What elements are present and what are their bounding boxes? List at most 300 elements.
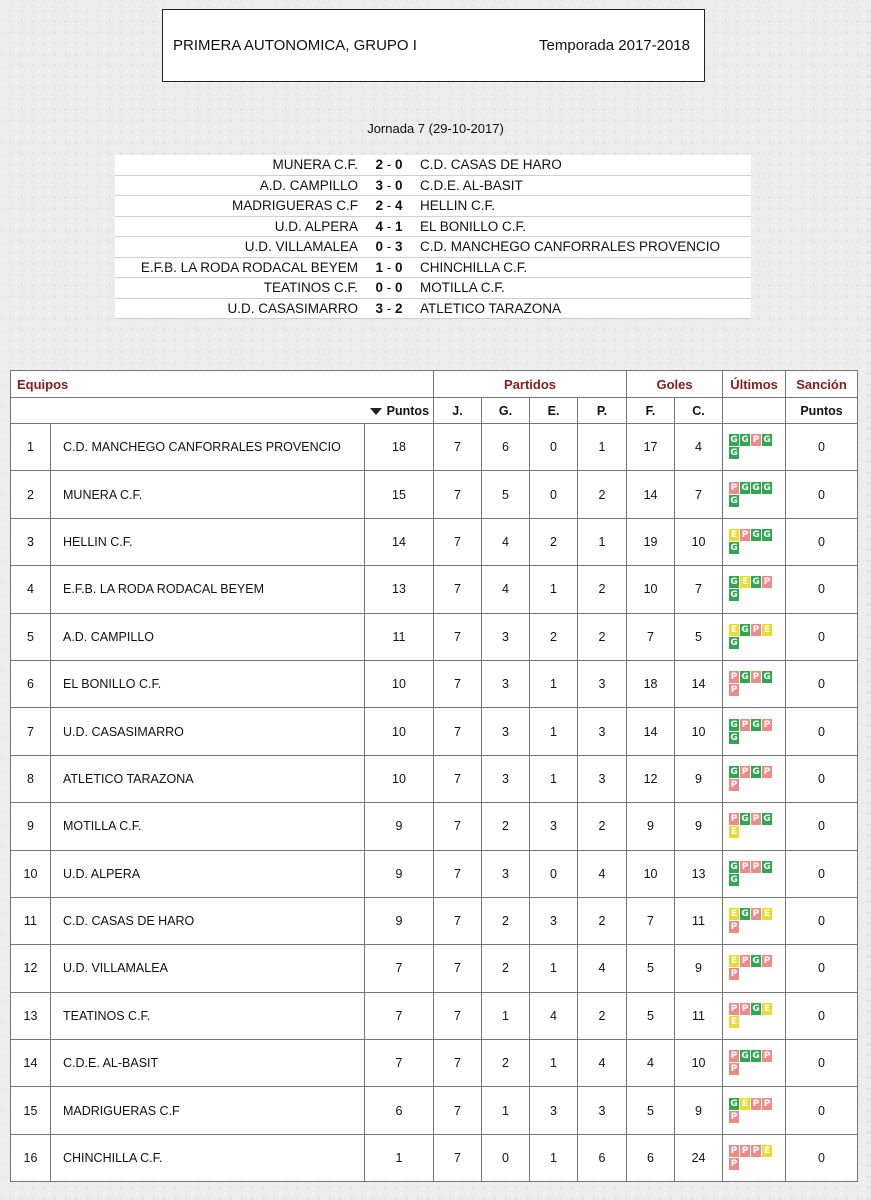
goals-against: 9 bbox=[675, 1087, 723, 1134]
played: 7 bbox=[434, 708, 482, 755]
season-label: Temporada 2017-2018 bbox=[539, 37, 690, 54]
goals-for: 6 bbox=[627, 1134, 675, 1181]
result-badge-icon: E bbox=[763, 909, 771, 920]
team-name[interactable]: U.D. ALPERA bbox=[51, 850, 365, 897]
score-separator: - bbox=[383, 157, 395, 173]
away-goals: 0 bbox=[395, 259, 403, 275]
away-goals: 1 bbox=[395, 218, 403, 234]
score bbox=[358, 155, 420, 175]
position: 5 bbox=[11, 613, 51, 660]
sanction-points: 0 bbox=[786, 897, 858, 944]
header-equipos: Equipos bbox=[11, 371, 434, 398]
points: 11 bbox=[365, 613, 434, 660]
drawn: 1 bbox=[530, 945, 578, 992]
goals-for: 5 bbox=[627, 1087, 675, 1134]
result-badge-icon: E bbox=[730, 956, 738, 967]
result-badge-icon: P bbox=[763, 766, 771, 777]
goals-against: 13 bbox=[675, 850, 723, 897]
drawn: 3 bbox=[530, 1087, 578, 1134]
sanction-points: 0 bbox=[786, 660, 858, 707]
result-badge-icon: P bbox=[752, 1146, 760, 1157]
standings-row bbox=[11, 1134, 858, 1181]
score bbox=[358, 196, 420, 217]
position: 10 bbox=[11, 850, 51, 897]
result-badge-icon: P bbox=[763, 1098, 771, 1109]
points: 9 bbox=[365, 897, 434, 944]
result-badge-icon: G bbox=[763, 672, 771, 683]
sanction-points: 0 bbox=[786, 566, 858, 613]
position: 12 bbox=[11, 945, 51, 992]
result-badge-icon: P bbox=[752, 814, 760, 825]
points: 18 bbox=[365, 424, 434, 471]
result-badge-icon: G bbox=[730, 435, 738, 446]
won: 3 bbox=[482, 755, 530, 802]
home-goals: 1 bbox=[375, 259, 383, 275]
standings-row bbox=[11, 755, 858, 802]
lost: 2 bbox=[578, 803, 627, 850]
played: 7 bbox=[434, 1134, 482, 1181]
lost: 3 bbox=[578, 755, 627, 802]
score-separator: - bbox=[383, 218, 395, 234]
score-separator: - bbox=[383, 280, 395, 296]
team-name[interactable]: EL BONILLO C.F. bbox=[51, 660, 365, 707]
result-badge-icon: P bbox=[730, 1003, 738, 1014]
result-badge-icon: G bbox=[763, 861, 771, 872]
home-team[interactable]: MADRIGUERAS C.F bbox=[115, 196, 358, 217]
won: 2 bbox=[482, 897, 530, 944]
drawn: 1 bbox=[530, 755, 578, 802]
drawn: 1 bbox=[530, 1040, 578, 1087]
won: 5 bbox=[482, 471, 530, 518]
last-results bbox=[723, 566, 786, 613]
away-team[interactable]: ATLETICO TARAZONA bbox=[420, 298, 751, 319]
played: 7 bbox=[434, 992, 482, 1039]
home-goals: 4 bbox=[375, 218, 383, 234]
position: 6 bbox=[11, 660, 51, 707]
goals-for: 7 bbox=[627, 613, 675, 660]
drawn: 2 bbox=[530, 613, 578, 660]
goals-against: 10 bbox=[675, 1040, 723, 1087]
header-j[interactable]: J. bbox=[434, 398, 482, 424]
points: 10 bbox=[365, 755, 434, 802]
result-badge-icon: P bbox=[763, 956, 771, 967]
lost: 2 bbox=[578, 566, 627, 613]
away-goals: 0 bbox=[395, 177, 403, 193]
last-results bbox=[723, 1087, 786, 1134]
drawn: 3 bbox=[530, 803, 578, 850]
score bbox=[358, 216, 420, 237]
points: 10 bbox=[365, 660, 434, 707]
title-box bbox=[162, 9, 705, 82]
result-badge-icon: P bbox=[730, 1111, 738, 1122]
result-badge-icon: P bbox=[741, 1003, 749, 1014]
result-badge-icon: G bbox=[752, 529, 760, 540]
drawn: 1 bbox=[530, 660, 578, 707]
home-team[interactable]: MUNERA C.F. bbox=[115, 155, 358, 175]
standings-row bbox=[11, 850, 858, 897]
result-badge-icon: P bbox=[730, 482, 738, 493]
standings-row bbox=[11, 897, 858, 944]
result-badge-icon: E bbox=[741, 1098, 749, 1109]
result-row bbox=[115, 237, 751, 258]
home-team[interactable]: U.D. CASASIMARRO bbox=[115, 298, 358, 319]
result-badge-icon: P bbox=[741, 1146, 749, 1157]
won: 2 bbox=[482, 945, 530, 992]
points: 14 bbox=[365, 518, 434, 565]
won: 1 bbox=[482, 992, 530, 1039]
result-badge-icon: G bbox=[741, 482, 749, 493]
team-name[interactable]: ATLETICO TARAZONA bbox=[51, 755, 365, 802]
team-name[interactable]: U.D. CASASIMARRO bbox=[51, 708, 365, 755]
played: 7 bbox=[434, 613, 482, 660]
result-badge-icon: G bbox=[730, 637, 738, 648]
last-results bbox=[723, 897, 786, 944]
last-results bbox=[723, 850, 786, 897]
lost: 2 bbox=[578, 897, 627, 944]
last-results bbox=[723, 660, 786, 707]
position: 9 bbox=[11, 803, 51, 850]
result-badge-icon: P bbox=[763, 577, 771, 588]
result-badge-icon: P bbox=[741, 956, 749, 967]
standings-row bbox=[11, 945, 858, 992]
played: 7 bbox=[434, 471, 482, 518]
goals-against: 9 bbox=[675, 755, 723, 802]
away-team[interactable]: C.D.E. AL-BASIT bbox=[420, 175, 751, 196]
drawn: 0 bbox=[530, 471, 578, 518]
result-badge-icon: E bbox=[730, 827, 738, 838]
results-table bbox=[115, 155, 751, 319]
result-badge-icon: G bbox=[752, 956, 760, 967]
result-badge-icon: E bbox=[730, 529, 738, 540]
result-badge-icon: G bbox=[741, 814, 749, 825]
result-badge-icon: P bbox=[741, 529, 749, 540]
away-goals: 4 bbox=[395, 198, 403, 214]
standings-row bbox=[11, 613, 858, 660]
last-results bbox=[723, 424, 786, 471]
result-row bbox=[115, 155, 751, 175]
home-team[interactable]: U.D. VILLAMALEA bbox=[115, 237, 358, 258]
position: 8 bbox=[11, 755, 51, 802]
result-badge-icon: P bbox=[730, 1064, 738, 1075]
result-row bbox=[115, 257, 751, 278]
goals-for: 10 bbox=[627, 850, 675, 897]
position: 3 bbox=[11, 518, 51, 565]
league-title: PRIMERA AUTONOMICA, GRUPO I bbox=[173, 37, 417, 54]
goals-against: 24 bbox=[675, 1134, 723, 1181]
header-sancion: Sanción bbox=[786, 371, 858, 398]
team-name[interactable]: MOTILLA C.F. bbox=[51, 803, 365, 850]
score bbox=[358, 257, 420, 278]
home-team[interactable]: E.F.B. LA RODA RODACAL BEYEM bbox=[115, 257, 358, 278]
header-partidos: Partidos bbox=[434, 371, 627, 398]
away-goals: 0 bbox=[395, 157, 403, 173]
result-badge-icon: P bbox=[730, 1159, 738, 1170]
drawn: 1 bbox=[530, 566, 578, 613]
sanction-points: 0 bbox=[786, 1134, 858, 1181]
lost: 4 bbox=[578, 850, 627, 897]
result-badge-icon: P bbox=[730, 969, 738, 980]
away-goals: 0 bbox=[395, 280, 403, 296]
last-results bbox=[723, 945, 786, 992]
result-badge-icon: P bbox=[752, 1098, 760, 1109]
goals-for: 14 bbox=[627, 471, 675, 518]
sort-puntos-header[interactable] bbox=[11, 398, 434, 424]
lost: 3 bbox=[578, 708, 627, 755]
goals-against: 11 bbox=[675, 992, 723, 1039]
team-name[interactable]: A.D. CAMPILLO bbox=[51, 613, 365, 660]
sort-desc-icon bbox=[370, 408, 382, 415]
points: 15 bbox=[365, 471, 434, 518]
team-name[interactable]: C.D. MANCHEGO CANFORRALES PROVENCIO bbox=[51, 424, 365, 471]
result-badge-icon: G bbox=[730, 448, 738, 459]
standings-row bbox=[11, 803, 858, 850]
standings-row bbox=[11, 1087, 858, 1134]
sanction-points: 0 bbox=[786, 1087, 858, 1134]
home-goals: 3 bbox=[375, 300, 383, 316]
won: 3 bbox=[482, 850, 530, 897]
lost: 3 bbox=[578, 1087, 627, 1134]
lost: 2 bbox=[578, 992, 627, 1039]
lost: 2 bbox=[578, 471, 627, 518]
away-team[interactable]: C.D. CASAS DE HARO bbox=[420, 155, 751, 175]
result-badge-icon: P bbox=[752, 435, 760, 446]
result-badge-icon: G bbox=[763, 529, 771, 540]
goals-for: 10 bbox=[627, 566, 675, 613]
standings-row bbox=[11, 1040, 858, 1087]
goals-for: 12 bbox=[627, 755, 675, 802]
played: 7 bbox=[434, 660, 482, 707]
score bbox=[358, 278, 420, 299]
home-goals: 3 bbox=[375, 177, 383, 193]
header-sancion-puntos[interactable]: Puntos bbox=[786, 398, 858, 424]
played: 7 bbox=[434, 1040, 482, 1087]
score-separator: - bbox=[383, 198, 395, 214]
drawn: 1 bbox=[530, 1134, 578, 1181]
result-row bbox=[115, 196, 751, 217]
sanction-points: 0 bbox=[786, 755, 858, 802]
standings-row bbox=[11, 518, 858, 565]
position: 2 bbox=[11, 471, 51, 518]
team-name[interactable]: TEATINOS C.F. bbox=[51, 992, 365, 1039]
goals-against: 14 bbox=[675, 660, 723, 707]
team-name[interactable]: C.D. CASAS DE HARO bbox=[51, 897, 365, 944]
score-separator: - bbox=[383, 239, 395, 255]
home-goals: 0 bbox=[375, 280, 383, 296]
goals-for: 7 bbox=[627, 897, 675, 944]
result-badge-icon: G bbox=[730, 1098, 738, 1109]
played: 7 bbox=[434, 945, 482, 992]
goals-against: 7 bbox=[675, 566, 723, 613]
goals-for: 9 bbox=[627, 803, 675, 850]
team-name[interactable]: E.F.B. LA RODA RODACAL BEYEM bbox=[51, 566, 365, 613]
result-badge-icon: G bbox=[752, 719, 760, 730]
away-goals: 2 bbox=[395, 300, 403, 316]
goals-against: 7 bbox=[675, 471, 723, 518]
won: 2 bbox=[482, 803, 530, 850]
won: 2 bbox=[482, 1040, 530, 1087]
standings-row bbox=[11, 566, 858, 613]
standings-row bbox=[11, 660, 858, 707]
standings-row bbox=[11, 471, 858, 518]
position: 7 bbox=[11, 708, 51, 755]
result-badge-icon: G bbox=[741, 624, 749, 635]
result-badge-icon: E bbox=[730, 1016, 738, 1027]
last-results bbox=[723, 992, 786, 1039]
score-separator: - bbox=[383, 177, 395, 193]
last-results bbox=[723, 755, 786, 802]
away-goals: 3 bbox=[395, 239, 403, 255]
matchday-title: Jornada 7 (29-10-2017) bbox=[367, 121, 504, 136]
result-badge-icon: G bbox=[741, 909, 749, 920]
header-goles: Goles bbox=[627, 371, 723, 398]
result-badge-icon: G bbox=[752, 1003, 760, 1014]
lost: 3 bbox=[578, 660, 627, 707]
header-ultimos-empty bbox=[723, 398, 786, 424]
standings-row bbox=[11, 708, 858, 755]
sanction-points: 0 bbox=[786, 518, 858, 565]
position: 16 bbox=[11, 1134, 51, 1181]
points: 7 bbox=[365, 992, 434, 1039]
result-badge-icon: P bbox=[730, 672, 738, 683]
result-badge-icon: G bbox=[730, 874, 738, 885]
header-e[interactable]: E. bbox=[530, 398, 578, 424]
score bbox=[358, 298, 420, 319]
drawn: 3 bbox=[530, 897, 578, 944]
drawn: 0 bbox=[530, 424, 578, 471]
home-team[interactable]: TEATINOS C.F. bbox=[115, 278, 358, 299]
played: 7 bbox=[434, 897, 482, 944]
drawn: 4 bbox=[530, 992, 578, 1039]
result-badge-icon: P bbox=[741, 719, 749, 730]
last-results bbox=[723, 518, 786, 565]
score-separator: - bbox=[383, 300, 395, 316]
points: 9 bbox=[365, 803, 434, 850]
goals-for: 5 bbox=[627, 945, 675, 992]
result-row bbox=[115, 216, 751, 237]
played: 7 bbox=[434, 803, 482, 850]
points: 6 bbox=[365, 1087, 434, 1134]
header-c[interactable]: C. bbox=[675, 398, 723, 424]
away-team[interactable]: CHINCHILLA C.F. bbox=[420, 257, 751, 278]
goals-against: 5 bbox=[675, 613, 723, 660]
standings-row bbox=[11, 992, 858, 1039]
standings-table bbox=[10, 370, 858, 1182]
last-results bbox=[723, 1134, 786, 1181]
away-team[interactable]: EL BONILLO C.F. bbox=[420, 216, 751, 237]
goals-against: 9 bbox=[675, 803, 723, 850]
sanction-points: 0 bbox=[786, 471, 858, 518]
position: 1 bbox=[11, 424, 51, 471]
won: 3 bbox=[482, 708, 530, 755]
played: 7 bbox=[434, 755, 482, 802]
goals-for: 14 bbox=[627, 708, 675, 755]
home-goals: 2 bbox=[375, 198, 383, 214]
team-name[interactable]: C.D.E. AL-BASIT bbox=[51, 1040, 365, 1087]
lost: 1 bbox=[578, 518, 627, 565]
won: 3 bbox=[482, 613, 530, 660]
sanction-points: 0 bbox=[786, 803, 858, 850]
result-badge-icon: G bbox=[730, 719, 738, 730]
result-badge-icon: G bbox=[763, 482, 771, 493]
result-badge-icon: E bbox=[741, 577, 749, 588]
position: 14 bbox=[11, 1040, 51, 1087]
result-badge-icon: P bbox=[730, 685, 738, 696]
last-results bbox=[723, 613, 786, 660]
result-badge-icon: P bbox=[752, 672, 760, 683]
result-badge-icon: G bbox=[730, 577, 738, 588]
result-badge-icon: G bbox=[730, 542, 738, 553]
result-badge-icon: G bbox=[730, 732, 738, 743]
played: 7 bbox=[434, 1087, 482, 1134]
won: 0 bbox=[482, 1134, 530, 1181]
last-results bbox=[723, 1040, 786, 1087]
won: 1 bbox=[482, 1087, 530, 1134]
score bbox=[358, 237, 420, 258]
result-row bbox=[115, 175, 751, 196]
position: 11 bbox=[11, 897, 51, 944]
result-badge-icon: G bbox=[752, 1051, 760, 1062]
lost: 4 bbox=[578, 1040, 627, 1087]
sanction-points: 0 bbox=[786, 1040, 858, 1087]
team-name[interactable]: HELLIN C.F. bbox=[51, 518, 365, 565]
played: 7 bbox=[434, 850, 482, 897]
goals-against: 11 bbox=[675, 897, 723, 944]
result-badge-icon: P bbox=[730, 779, 738, 790]
result-badge-icon: P bbox=[763, 719, 771, 730]
team-name[interactable]: MADRIGUERAS C.F bbox=[51, 1087, 365, 1134]
points: 10 bbox=[365, 708, 434, 755]
won: 4 bbox=[482, 566, 530, 613]
away-team[interactable]: MOTILLA C.F. bbox=[420, 278, 751, 299]
result-badge-icon: P bbox=[752, 909, 760, 920]
team-name[interactable]: CHINCHILLA C.F. bbox=[51, 1134, 365, 1181]
won: 4 bbox=[482, 518, 530, 565]
goals-for: 5 bbox=[627, 992, 675, 1039]
header-f[interactable]: F. bbox=[627, 398, 675, 424]
home-team[interactable]: A.D. CAMPILLO bbox=[115, 175, 358, 196]
away-team[interactable]: HELLIN C.F. bbox=[420, 196, 751, 217]
goals-against: 9 bbox=[675, 945, 723, 992]
drawn: 2 bbox=[530, 518, 578, 565]
points: 9 bbox=[365, 850, 434, 897]
result-badge-icon: P bbox=[752, 624, 760, 635]
header-p[interactable]: P. bbox=[578, 398, 627, 424]
header-g[interactable]: G. bbox=[482, 398, 530, 424]
goals-for: 19 bbox=[627, 518, 675, 565]
goals-for: 4 bbox=[627, 1040, 675, 1087]
points: 13 bbox=[365, 566, 434, 613]
result-badge-icon: E bbox=[763, 624, 771, 635]
position: 4 bbox=[11, 566, 51, 613]
home-team[interactable]: U.D. ALPERA bbox=[115, 216, 358, 237]
standings-row bbox=[11, 424, 858, 471]
score bbox=[358, 175, 420, 196]
lost: 2 bbox=[578, 613, 627, 660]
result-badge-icon: G bbox=[730, 495, 738, 506]
last-results bbox=[723, 803, 786, 850]
away-team[interactable]: C.D. MANCHEGO CANFORRALES PROVENCIO bbox=[420, 237, 751, 258]
points: 7 bbox=[365, 1040, 434, 1087]
team-name[interactable]: MUNERA C.F. bbox=[51, 471, 365, 518]
goals-against: 10 bbox=[675, 708, 723, 755]
team-name[interactable]: U.D. VILLAMALEA bbox=[51, 945, 365, 992]
result-badge-icon: G bbox=[763, 814, 771, 825]
result-badge-icon: P bbox=[730, 1051, 738, 1062]
sanction-points: 0 bbox=[786, 424, 858, 471]
goals-against: 4 bbox=[675, 424, 723, 471]
lost: 1 bbox=[578, 424, 627, 471]
result-badge-icon: G bbox=[730, 590, 738, 601]
